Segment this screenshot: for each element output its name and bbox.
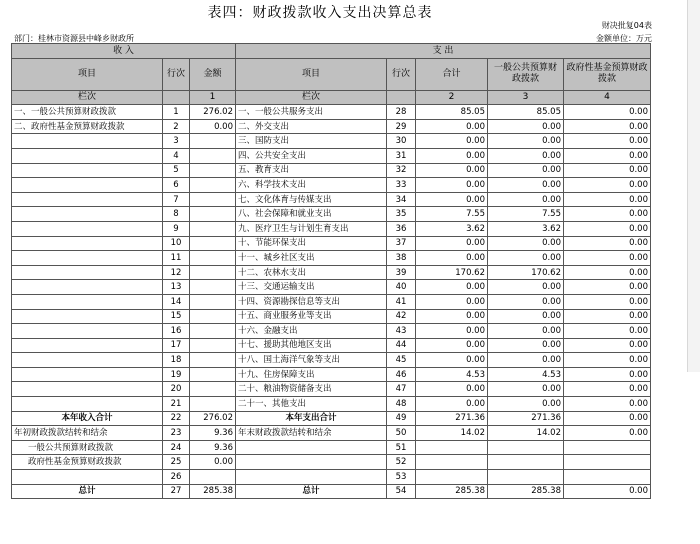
general-budget-cell[interactable]: 0.00 bbox=[488, 236, 564, 251]
expense-item-cell[interactable]: 四、公共安全支出 bbox=[236, 148, 387, 163]
income-row-no-cell[interactable]: 14 bbox=[163, 294, 190, 309]
expense-item-cell[interactable]: 十五、商业服务业等支出 bbox=[236, 309, 387, 324]
fund-budget-cell[interactable]: 0.00 bbox=[564, 280, 651, 295]
fund-budget-cell[interactable]: 0.00 bbox=[564, 134, 651, 149]
total-cell[interactable]: 0.00 bbox=[416, 119, 488, 134]
total-cell[interactable] bbox=[416, 440, 488, 455]
expense-item-cell[interactable]: 十、节能环保支出 bbox=[236, 236, 387, 251]
general-budget-cell[interactable]: 0.00 bbox=[488, 382, 564, 397]
expense-row-no-cell[interactable]: 29 bbox=[387, 119, 416, 134]
fund-budget-cell[interactable]: 0.00 bbox=[564, 163, 651, 178]
income-row-no-header: 行次 bbox=[163, 58, 190, 90]
fund-budget-cell[interactable]: 0.00 bbox=[564, 338, 651, 353]
income-amount-cell[interactable]: 0.00 bbox=[190, 455, 236, 470]
income-amount-cell[interactable] bbox=[190, 134, 236, 149]
income-item-cell[interactable] bbox=[12, 207, 163, 222]
income-row-no-cell[interactable]: 1 bbox=[163, 105, 190, 120]
general-budget-cell[interactable]: 0.00 bbox=[488, 353, 564, 368]
total-cell[interactable]: 4.53 bbox=[416, 367, 488, 382]
income-row-no-cell[interactable]: 21 bbox=[163, 397, 190, 412]
general-budget-cell[interactable]: 0.00 bbox=[488, 324, 564, 339]
expense-row-no-cell[interactable]: 33 bbox=[387, 178, 416, 193]
general-budget-cell[interactable]: 285.38 bbox=[488, 484, 564, 499]
income-amount-cell[interactable]: 9.36 bbox=[190, 426, 236, 441]
income-row-no-cell[interactable]: 19 bbox=[163, 367, 190, 382]
income-row-no-cell[interactable]: 20 bbox=[163, 382, 190, 397]
general-budget-cell[interactable]: 0.00 bbox=[488, 309, 564, 324]
expense-item-cell[interactable]: 七、文化体育与传媒支出 bbox=[236, 192, 387, 207]
table-row bbox=[12, 484, 651, 499]
fund-budget-cell[interactable]: 0.00 bbox=[564, 367, 651, 382]
income-item-cell[interactable] bbox=[12, 324, 163, 339]
income-amount-cell[interactable] bbox=[190, 221, 236, 236]
total-cell[interactable] bbox=[416, 470, 488, 485]
expense-row-no-cell[interactable]: 32 bbox=[387, 163, 416, 178]
total-cell[interactable]: 0.00 bbox=[416, 353, 488, 368]
column-number-1: 1 bbox=[190, 90, 236, 105]
fund-budget-cell[interactable]: 0.00 bbox=[564, 251, 651, 266]
income-row-no-cell[interactable]: 7 bbox=[163, 192, 190, 207]
expense-item-cell[interactable]: 十九、住房保障支出 bbox=[236, 367, 387, 382]
expense-item-cell[interactable]: 五、教育支出 bbox=[236, 163, 387, 178]
general-budget-cell[interactable]: 14.02 bbox=[488, 426, 564, 441]
general-budget-cell[interactable]: 0.00 bbox=[488, 294, 564, 309]
income-row-no-cell[interactable]: 6 bbox=[163, 178, 190, 193]
fund-budget-cell[interactable]: 0.00 bbox=[564, 192, 651, 207]
income-item-cell[interactable] bbox=[12, 338, 163, 353]
expense-item-cell[interactable]: 十二、农林水支出 bbox=[236, 265, 387, 280]
table-row bbox=[12, 119, 651, 134]
fund-budget-cell[interactable]: 0.00 bbox=[564, 309, 651, 324]
income-row-no-cell[interactable]: 22 bbox=[163, 411, 190, 426]
report-title: 表四：财政拨款收入支出决算总表 bbox=[207, 5, 433, 21]
fund-budget-cell[interactable] bbox=[564, 470, 651, 485]
general-budget-cell[interactable]: 0.00 bbox=[488, 134, 564, 149]
income-item-cell[interactable] bbox=[12, 397, 163, 412]
expense-item-cell[interactable]: 本年支出合计 bbox=[236, 411, 387, 426]
total-cell[interactable]: 0.00 bbox=[416, 192, 488, 207]
table-row bbox=[12, 207, 651, 222]
income-amount-cell[interactable] bbox=[190, 178, 236, 193]
general-budget-cell[interactable] bbox=[488, 455, 564, 470]
income-row-no-cell[interactable]: 3 bbox=[163, 134, 190, 149]
income-amount-cell[interactable]: 276.02 bbox=[190, 411, 236, 426]
fund-budget-cell[interactable]: 0.00 bbox=[564, 148, 651, 163]
general-budget-cell[interactable]: 0.00 bbox=[488, 119, 564, 134]
income-row-no-cell[interactable]: 10 bbox=[163, 236, 190, 251]
expense-row-no-cell[interactable]: 49 bbox=[387, 411, 416, 426]
expense-item-cell[interactable]: 十六、金融支出 bbox=[236, 324, 387, 339]
fund-budget-cell[interactable]: 0.00 bbox=[564, 324, 651, 339]
income-row-no-cell[interactable]: 11 bbox=[163, 251, 190, 266]
total-cell[interactable]: 0.00 bbox=[416, 382, 488, 397]
expense-row-no-cell[interactable]: 35 bbox=[387, 207, 416, 222]
general-budget-cell[interactable]: 7.55 bbox=[488, 207, 564, 222]
general-budget-cell[interactable]: 0.00 bbox=[488, 178, 564, 193]
expense-item-cell[interactable]: 九、医疗卫生与计划生育支出 bbox=[236, 221, 387, 236]
total-cell[interactable]: 0.00 bbox=[416, 251, 488, 266]
expense-item-cell[interactable]: 一、一般公共服务支出 bbox=[236, 105, 387, 120]
column-label: 栏次 bbox=[12, 90, 163, 105]
column-number-4: 4 bbox=[564, 90, 651, 105]
income-item-header: 项目 bbox=[12, 58, 163, 90]
vertical-scrollbar[interactable] bbox=[687, 0, 700, 372]
income-row-no-cell[interactable]: 8 bbox=[163, 207, 190, 222]
income-amount-cell[interactable] bbox=[190, 280, 236, 295]
general-budget-header: 一般公共预算财政拨款 bbox=[488, 58, 564, 90]
income-item-cell[interactable] bbox=[12, 367, 163, 382]
general-budget-cell[interactable]: 0.00 bbox=[488, 251, 564, 266]
fund-budget-cell[interactable]: 0.00 bbox=[564, 105, 651, 120]
income-item-cell[interactable] bbox=[12, 134, 163, 149]
income-item-cell[interactable]: 政府性基金预算财政拨款 bbox=[12, 455, 163, 470]
income-section-header: 收 入 bbox=[12, 44, 236, 59]
expense-row-no-cell[interactable]: 39 bbox=[387, 265, 416, 280]
table-row bbox=[12, 470, 651, 485]
fund-budget-cell[interactable]: 0.00 bbox=[564, 353, 651, 368]
expense-item-cell[interactable]: 十三、交通运输支出 bbox=[236, 280, 387, 295]
income-amount-cell[interactable] bbox=[190, 236, 236, 251]
income-amount-cell[interactable] bbox=[190, 338, 236, 353]
table-row bbox=[12, 251, 651, 266]
total-cell[interactable]: 271.36 bbox=[416, 411, 488, 426]
general-budget-cell[interactable]: 3.62 bbox=[488, 221, 564, 236]
income-item-cell[interactable]: 总计 bbox=[12, 484, 163, 499]
fund-budget-cell[interactable] bbox=[564, 440, 651, 455]
income-amount-cell[interactable] bbox=[190, 470, 236, 485]
table-row bbox=[12, 411, 651, 426]
expense-item-header: 项目 bbox=[236, 58, 387, 90]
expense-row-no-cell[interactable]: 44 bbox=[387, 338, 416, 353]
expense-item-cell[interactable] bbox=[236, 470, 387, 485]
table-row bbox=[12, 338, 651, 353]
table-row bbox=[12, 382, 651, 397]
expense-row-no-cell[interactable]: 40 bbox=[387, 280, 416, 295]
income-row-no-cell[interactable]: 9 bbox=[163, 221, 190, 236]
table-row bbox=[12, 440, 651, 455]
income-row-no-cell[interactable]: 2 bbox=[163, 119, 190, 134]
expense-row-no-cell[interactable]: 31 bbox=[387, 148, 416, 163]
income-item-cell[interactable] bbox=[12, 251, 163, 266]
fund-budget-cell[interactable]: 0.00 bbox=[564, 265, 651, 280]
fund-budget-header: 政府性基金预算财政拨款 bbox=[564, 58, 651, 90]
unit-label: 金额单位：万元 bbox=[596, 34, 652, 43]
total-cell[interactable] bbox=[416, 455, 488, 470]
table-body bbox=[12, 105, 651, 499]
income-item-cell[interactable] bbox=[12, 163, 163, 178]
fund-budget-cell[interactable]: 0.00 bbox=[564, 178, 651, 193]
total-cell[interactable]: 0.00 bbox=[416, 324, 488, 339]
table-row bbox=[12, 192, 651, 207]
income-item-cell[interactable] bbox=[12, 294, 163, 309]
income-amount-cell[interactable] bbox=[190, 192, 236, 207]
expense-row-no-cell[interactable]: 34 bbox=[387, 192, 416, 207]
column-number-3: 3 bbox=[488, 90, 564, 105]
expense-row-no-cell[interactable]: 51 bbox=[387, 440, 416, 455]
income-row-no-cell[interactable]: 16 bbox=[163, 324, 190, 339]
income-item-cell[interactable] bbox=[12, 221, 163, 236]
income-row-no-cell[interactable]: 26 bbox=[163, 470, 190, 485]
expense-item-cell[interactable]: 十四、资源勘探信息等支出 bbox=[236, 294, 387, 309]
expense-row-no-cell[interactable]: 48 bbox=[387, 397, 416, 412]
expense-row-no-cell[interactable]: 47 bbox=[387, 382, 416, 397]
income-row-no-cell[interactable]: 15 bbox=[163, 309, 190, 324]
fund-budget-cell[interactable]: 0.00 bbox=[564, 484, 651, 499]
total-cell[interactable]: 0.00 bbox=[416, 236, 488, 251]
income-amount-cell[interactable]: 285.38 bbox=[190, 484, 236, 499]
expense-item-cell[interactable]: 六、科学技术支出 bbox=[236, 178, 387, 193]
income-row-no-cell[interactable]: 25 bbox=[163, 455, 190, 470]
income-amount-cell[interactable] bbox=[190, 251, 236, 266]
income-amount-cell[interactable] bbox=[190, 353, 236, 368]
total-cell[interactable]: 0.00 bbox=[416, 178, 488, 193]
general-budget-cell[interactable]: 0.00 bbox=[488, 338, 564, 353]
table-row bbox=[12, 294, 651, 309]
total-header: 合计 bbox=[416, 58, 488, 90]
fund-budget-cell[interactable]: 0.00 bbox=[564, 382, 651, 397]
total-cell[interactable]: 85.05 bbox=[416, 105, 488, 120]
table-row bbox=[12, 105, 651, 120]
expense-row-no-cell[interactable]: 37 bbox=[387, 236, 416, 251]
expense-item-cell[interactable] bbox=[236, 440, 387, 455]
total-cell[interactable]: 170.62 bbox=[416, 265, 488, 280]
expense-item-cell[interactable] bbox=[236, 455, 387, 470]
table-row bbox=[12, 134, 651, 149]
income-row-no-cell[interactable]: 12 bbox=[163, 265, 190, 280]
expense-item-cell[interactable]: 二十、粮油物资储备支出 bbox=[236, 382, 387, 397]
table-row bbox=[12, 265, 651, 280]
table-row bbox=[12, 353, 651, 368]
general-budget-cell[interactable]: 85.05 bbox=[488, 105, 564, 120]
table-row bbox=[12, 397, 651, 412]
income-amount-cell[interactable] bbox=[190, 382, 236, 397]
total-cell[interactable]: 0.00 bbox=[416, 294, 488, 309]
general-budget-cell[interactable]: 0.00 bbox=[488, 280, 564, 295]
total-cell[interactable]: 0.00 bbox=[416, 163, 488, 178]
fund-budget-cell[interactable]: 0.00 bbox=[564, 236, 651, 251]
expense-row-no-cell[interactable]: 46 bbox=[387, 367, 416, 382]
expense-row-no-cell[interactable]: 43 bbox=[387, 324, 416, 339]
income-row-no-cell[interactable]: 17 bbox=[163, 338, 190, 353]
income-item-cell[interactable] bbox=[12, 236, 163, 251]
expense-row-no-cell[interactable]: 45 bbox=[387, 353, 416, 368]
general-budget-cell[interactable]: 0.00 bbox=[488, 192, 564, 207]
income-item-cell[interactable]: 一、一般公共预算财政拨款 bbox=[12, 105, 163, 120]
income-amount-cell[interactable] bbox=[190, 367, 236, 382]
expense-item-cell[interactable]: 十一、城乡社区支出 bbox=[236, 251, 387, 266]
income-item-cell[interactable]: 本年收入合计 bbox=[12, 411, 163, 426]
expense-row-no-cell[interactable]: 41 bbox=[387, 294, 416, 309]
total-cell[interactable]: 0.00 bbox=[416, 309, 488, 324]
table-row bbox=[12, 221, 651, 236]
fund-budget-cell[interactable]: 0.00 bbox=[564, 294, 651, 309]
income-item-cell[interactable] bbox=[12, 280, 163, 295]
column-label-blank-2 bbox=[387, 90, 416, 105]
expense-item-cell[interactable]: 十七、援助其他地区支出 bbox=[236, 338, 387, 353]
total-cell[interactable]: 0.00 bbox=[416, 280, 488, 295]
expense-row-no-cell[interactable]: 36 bbox=[387, 221, 416, 236]
income-row-no-cell[interactable]: 4 bbox=[163, 148, 190, 163]
column-label-blank bbox=[163, 90, 190, 105]
budget-table bbox=[11, 43, 651, 499]
total-cell[interactable]: 3.62 bbox=[416, 221, 488, 236]
income-amount-cell[interactable] bbox=[190, 265, 236, 280]
income-item-cell[interactable] bbox=[12, 265, 163, 280]
expense-row-no-cell[interactable]: 30 bbox=[387, 134, 416, 149]
income-amount-cell[interactable]: 9.36 bbox=[190, 440, 236, 455]
income-row-no-cell[interactable]: 24 bbox=[163, 440, 190, 455]
general-budget-cell[interactable] bbox=[488, 440, 564, 455]
column-label-2: 栏次 bbox=[236, 90, 387, 105]
income-amount-cell[interactable] bbox=[190, 294, 236, 309]
expense-row-no-cell[interactable]: 53 bbox=[387, 470, 416, 485]
expense-item-cell[interactable]: 年末财政拨款结转和结余 bbox=[236, 426, 387, 441]
expense-section-header: 支 出 bbox=[236, 44, 651, 59]
income-item-cell[interactable]: 二、政府性基金预算财政拨款 bbox=[12, 119, 163, 134]
table-row bbox=[12, 280, 651, 295]
income-amount-cell[interactable]: 0.00 bbox=[190, 119, 236, 134]
total-cell[interactable]: 285.38 bbox=[416, 484, 488, 499]
table-row bbox=[12, 324, 651, 339]
general-budget-cell[interactable]: 0.00 bbox=[488, 148, 564, 163]
income-row-no-cell[interactable]: 23 bbox=[163, 426, 190, 441]
income-row-no-cell[interactable]: 13 bbox=[163, 280, 190, 295]
table-row bbox=[12, 455, 651, 470]
department-label: 部门：桂林市资源县中峰乡财政所 bbox=[14, 34, 134, 43]
income-amount-cell[interactable] bbox=[190, 148, 236, 163]
expense-item-cell[interactable]: 八、社会保障和就业支出 bbox=[236, 207, 387, 222]
income-item-cell[interactable] bbox=[12, 353, 163, 368]
fund-budget-cell[interactable]: 0.00 bbox=[564, 397, 651, 412]
fund-budget-cell[interactable]: 0.00 bbox=[564, 119, 651, 134]
table-row bbox=[12, 163, 651, 178]
table-row bbox=[12, 148, 651, 163]
total-cell[interactable]: 0.00 bbox=[416, 134, 488, 149]
expense-row-no-cell[interactable]: 38 bbox=[387, 251, 416, 266]
income-amount-cell[interactable] bbox=[190, 324, 236, 339]
income-amount-cell[interactable] bbox=[190, 207, 236, 222]
table-row bbox=[12, 309, 651, 324]
table-row bbox=[12, 236, 651, 251]
column-number-2: 2 bbox=[416, 90, 488, 105]
expense-item-cell[interactable]: 二十一、其他支出 bbox=[236, 397, 387, 412]
income-amount-cell[interactable] bbox=[190, 397, 236, 412]
expense-item-cell[interactable]: 三、国防支出 bbox=[236, 134, 387, 149]
income-item-cell[interactable] bbox=[12, 148, 163, 163]
table-row bbox=[12, 367, 651, 382]
fund-budget-cell[interactable]: 0.00 bbox=[564, 411, 651, 426]
income-row-no-cell[interactable]: 5 bbox=[163, 163, 190, 178]
general-budget-cell[interactable]: 271.36 bbox=[488, 411, 564, 426]
general-budget-cell[interactable]: 170.62 bbox=[488, 265, 564, 280]
expense-item-cell[interactable]: 十八、国土海洋气象等支出 bbox=[236, 353, 387, 368]
income-amount-cell[interactable] bbox=[190, 163, 236, 178]
total-cell[interactable]: 0.00 bbox=[416, 148, 488, 163]
total-cell[interactable]: 14.02 bbox=[416, 426, 488, 441]
fund-budget-cell[interactable]: 0.00 bbox=[564, 221, 651, 236]
expense-item-cell[interactable]: 总计 bbox=[236, 484, 387, 499]
income-item-cell[interactable]: 一般公共预算财政拨款 bbox=[12, 440, 163, 455]
general-budget-cell[interactable]: 0.00 bbox=[488, 397, 564, 412]
total-cell[interactable]: 7.55 bbox=[416, 207, 488, 222]
income-item-cell[interactable] bbox=[12, 470, 163, 485]
income-amount-cell[interactable]: 276.02 bbox=[190, 105, 236, 120]
income-amount-header: 金额 bbox=[190, 58, 236, 90]
income-row-no-cell[interactable]: 18 bbox=[163, 353, 190, 368]
expense-item-cell[interactable]: 二、外交支出 bbox=[236, 119, 387, 134]
form-number: 财决批复04表 bbox=[601, 21, 652, 30]
fund-budget-cell[interactable] bbox=[564, 455, 651, 470]
table-row bbox=[12, 178, 651, 193]
general-budget-cell[interactable] bbox=[488, 470, 564, 485]
fund-budget-cell[interactable]: 0.00 bbox=[564, 426, 651, 441]
income-item-cell[interactable] bbox=[12, 178, 163, 193]
total-cell[interactable]: 0.00 bbox=[416, 397, 488, 412]
table-row bbox=[12, 426, 651, 441]
income-amount-cell[interactable] bbox=[190, 309, 236, 324]
total-cell[interactable]: 0.00 bbox=[416, 338, 488, 353]
fund-budget-cell[interactable]: 0.00 bbox=[564, 207, 651, 222]
expense-row-no-cell[interactable]: 42 bbox=[387, 309, 416, 324]
income-item-cell[interactable] bbox=[12, 192, 163, 207]
expense-row-no-cell[interactable]: 50 bbox=[387, 426, 416, 441]
expense-row-no-header: 行次 bbox=[387, 58, 416, 90]
general-budget-cell[interactable]: 4.53 bbox=[488, 367, 564, 382]
income-item-cell[interactable] bbox=[12, 382, 163, 397]
expense-row-no-cell[interactable]: 54 bbox=[387, 484, 416, 499]
income-item-cell[interactable] bbox=[12, 309, 163, 324]
expense-row-no-cell[interactable]: 52 bbox=[387, 455, 416, 470]
expense-row-no-cell[interactable]: 28 bbox=[387, 105, 416, 120]
income-item-cell[interactable]: 年初财政拨款结转和结余 bbox=[12, 426, 163, 441]
income-row-no-cell[interactable]: 27 bbox=[163, 484, 190, 499]
general-budget-cell[interactable]: 0.00 bbox=[488, 163, 564, 178]
